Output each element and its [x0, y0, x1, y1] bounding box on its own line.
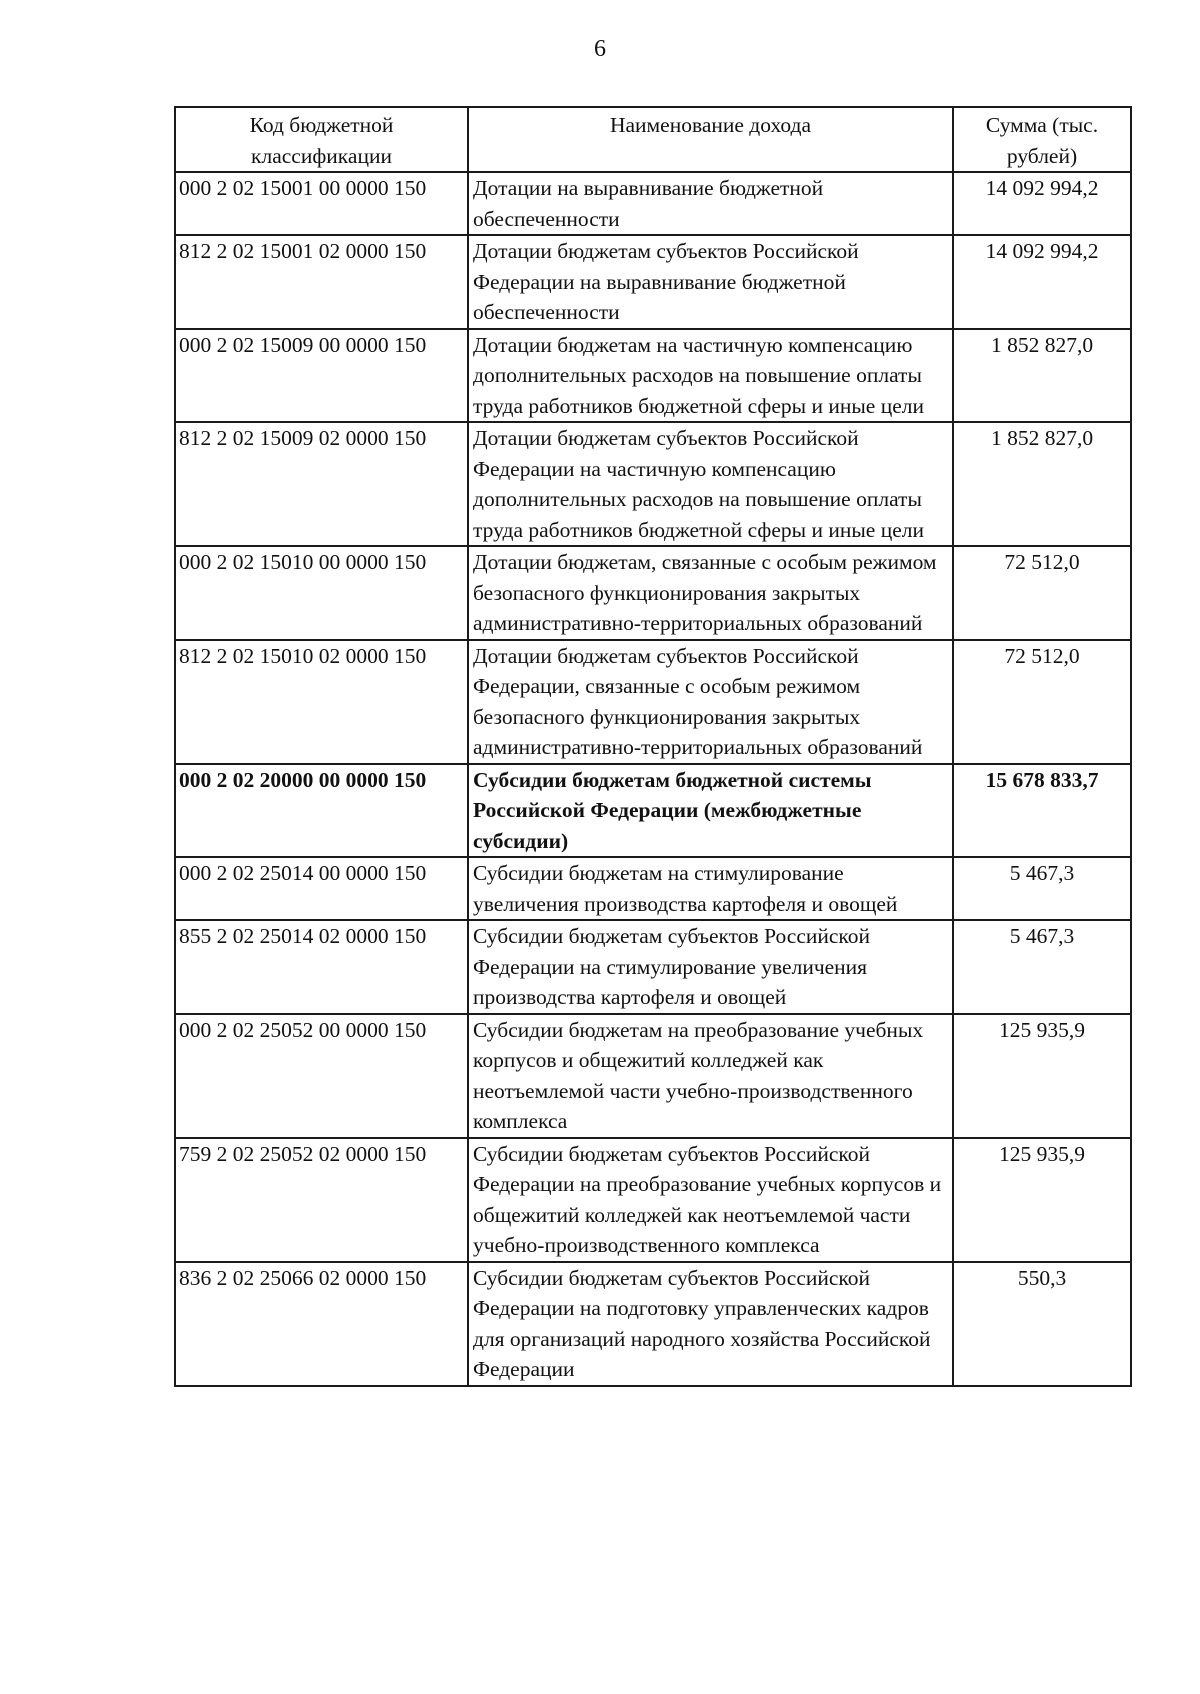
cell-code: 812 2 02 15010 02 0000 150 [175, 640, 468, 764]
cell-code: 812 2 02 15009 02 0000 150 [175, 422, 468, 546]
cell-amount: 125 935,9 [953, 1014, 1131, 1138]
cell-name: Дотации бюджетам, связанные с особым режимом безопасного функционирования закрытых административно-территориальных образований [468, 546, 953, 640]
cell-name: Субсидии бюджетам субъектов Российской Федерации на преобразование учебных корпусов и общежитий колледжей как неотъемлемой части учебно-производственного комплекса [468, 1138, 953, 1262]
cell-code: 000 2 02 25052 00 0000 150 [175, 1014, 468, 1138]
cell-amount: 15 678 833,7 [953, 764, 1131, 858]
income-table [174, 106, 1132, 1387]
header-amount: Сумма (тыс. рублей) [953, 107, 1131, 172]
header-name: Наименование дохода [468, 107, 953, 172]
table-row [175, 1138, 1131, 1262]
table-row [175, 329, 1131, 423]
table-header-row [175, 107, 1131, 172]
cell-name: Субсидии бюджетам субъектов Российской Федерации на подготовку управленческих кадров для организаций народного хозяйства Российской Федерации [468, 1262, 953, 1386]
page-number: 6 [594, 36, 606, 62]
cell-amount: 5 467,3 [953, 857, 1131, 920]
cell-amount: 72 512,0 [953, 640, 1131, 764]
table-row [175, 172, 1131, 235]
table-row [175, 640, 1131, 764]
cell-name: Дотации бюджетам субъектов Российской Федерации на частичную компенсацию дополнительных расходов на повышение оплаты труда работников бюджетной сферы и иные цели [468, 422, 953, 546]
cell-name: Дотации бюджетам субъектов Российской Федерации, связанные с особым режимом безопасного функционирования закрытых административно-территориальных образований [468, 640, 953, 764]
cell-code: 812 2 02 15001 02 0000 150 [175, 235, 468, 329]
table-row [175, 764, 1131, 858]
header-code: Код бюджетной классификации [175, 107, 468, 172]
cell-name: Дотации бюджетам на частичную компенсацию дополнительных расходов на повышение оплаты труда работников бюджетной сферы и иные цели [468, 329, 953, 423]
table-row [175, 1262, 1131, 1386]
cell-amount: 14 092 994,2 [953, 172, 1131, 235]
cell-code: 855 2 02 25014 02 0000 150 [175, 920, 468, 1014]
cell-name: Дотации на выравнивание бюджетной обеспеченности [468, 172, 953, 235]
table-row [175, 920, 1131, 1014]
cell-code: 836 2 02 25066 02 0000 150 [175, 1262, 468, 1386]
cell-name: Субсидии бюджетам на преобразование учебных корпусов и общежитий колледжей как неотъемлемой части учебно-производственного комплекса [468, 1014, 953, 1138]
table-row [175, 235, 1131, 329]
table-row [175, 546, 1131, 640]
cell-code: 759 2 02 25052 02 0000 150 [175, 1138, 468, 1262]
cell-amount: 1 852 827,0 [953, 329, 1131, 423]
cell-code: 000 2 02 15010 00 0000 150 [175, 546, 468, 640]
cell-name: Субсидии бюджетам бюджетной системы Российской Федерации (межбюджетные субсидии) [468, 764, 953, 858]
cell-amount: 72 512,0 [953, 546, 1131, 640]
table-row [175, 1014, 1131, 1138]
cell-amount: 14 092 994,2 [953, 235, 1131, 329]
cell-name: Субсидии бюджетам на стимулирование увеличения производства картофеля и овощей [468, 857, 953, 920]
cell-name: Субсидии бюджетам субъектов Российской Федерации на стимулирование увеличения производства картофеля и овощей [468, 920, 953, 1014]
cell-amount: 125 935,9 [953, 1138, 1131, 1262]
cell-amount: 5 467,3 [953, 920, 1131, 1014]
cell-amount: 550,3 [953, 1262, 1131, 1386]
cell-code: 000 2 02 20000 00 0000 150 [175, 764, 468, 858]
cell-code: 000 2 02 25014 00 0000 150 [175, 857, 468, 920]
table-row [175, 422, 1131, 546]
cell-name: Дотации бюджетам субъектов Российской Федерации на выравнивание бюджетной обеспеченности [468, 235, 953, 329]
table-row [175, 857, 1131, 920]
cell-code: 000 2 02 15001 00 0000 150 [175, 172, 468, 235]
cell-code: 000 2 02 15009 00 0000 150 [175, 329, 468, 423]
cell-amount: 1 852 827,0 [953, 422, 1131, 546]
